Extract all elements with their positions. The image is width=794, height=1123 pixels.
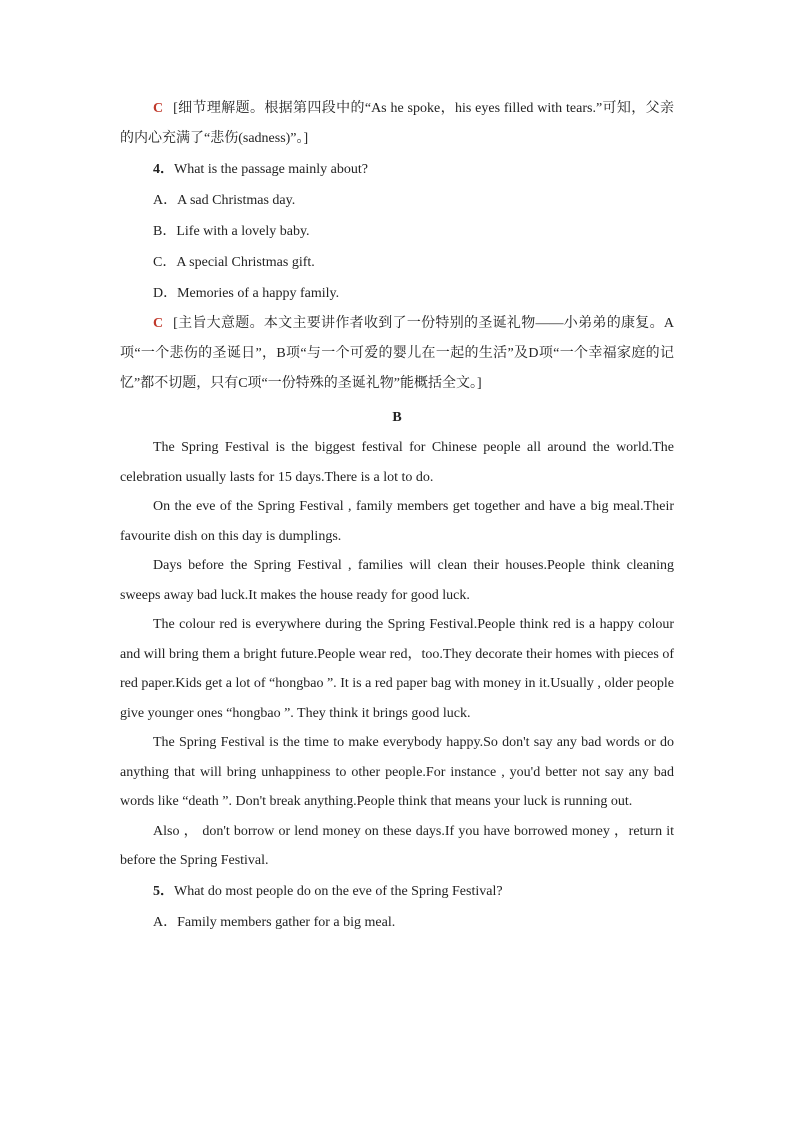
option: A．Family members gather for a big meal. [153, 914, 396, 930]
question-stem: What is the passage mainly about? [174, 162, 368, 177]
passage-paragraph: Also ， don't borrow or lend money on these days.If you have borrowed money ，return it before the Spring Festival. [120, 823, 674, 868]
option: D．Memories of a happy family. [153, 286, 340, 301]
question-number: 4． [153, 162, 174, 177]
section-title: B [392, 410, 402, 425]
explanation-text: [主旨大意题。本文主要讲作者收到了一份特别的圣诞礼物——小弟弟的康复。A项“一个悲伤的圣诞日”，B项“与一个可爱的婴儿在一起的生活”及D项“一个幸福家庭的记忆”都不切题，只有C项“一份特殊的圣诞礼物”能概括全文。] [120, 316, 674, 391]
question-5 [120, 876, 674, 907]
question-stem: What do most people do on the eve of the Spring Festival? [174, 883, 503, 899]
passage-paragraph: The colour red is everywhere during the Spring Festival.People think red is a happy colour and will bring them a bright future.People wear red，too.They decorate their homes with pieces of red paper.Kids get a lot of “hongbao ”. It is a red paper bag with money in it.Usually , older people give younger ones “hongbao ”. They think it brings good luck. [120, 617, 674, 721]
option: C．A special Christmas gift. [153, 255, 315, 270]
option: A．A sad Christmas day. [153, 193, 296, 208]
passage-paragraph: The Spring Festival is the time to make everybody happy.So don't say any bad words or do anything that will bring unhappiness to other people.For instance , you'd better not say any bad words like “death ”. Don't break anything.People think that means your luck is running out. [120, 735, 674, 809]
answer-label: C [153, 101, 164, 116]
passage-paragraph: Days before the Spring Festival , families will clean their houses.People think cleaning sweeps away bad luck.It makes the house ready for good luck. [120, 558, 674, 603]
explanation-4 [120, 309, 674, 399]
option: B．Life with a lovely baby. [153, 224, 310, 239]
question-number: 5． [153, 883, 174, 899]
explanation-text: [细节理解题。根据第四段中的“As he spoke，his eyes filled with tears.”可知，父亲的内心充满了“悲伤(sadness)”。] [120, 101, 674, 146]
passage-paragraph: On the eve of the Spring Festival , family members get together and have a big meal.Their favourite dish on this day is dumplings. [120, 499, 674, 544]
explanation-3 [120, 94, 674, 154]
answer-label: C [153, 316, 164, 331]
passage-paragraph: The Spring Festival is the biggest festival for Chinese people all around the world.The celebration usually lasts for 15 days.There is a lot to do. [120, 440, 674, 485]
question-4 [120, 154, 674, 185]
